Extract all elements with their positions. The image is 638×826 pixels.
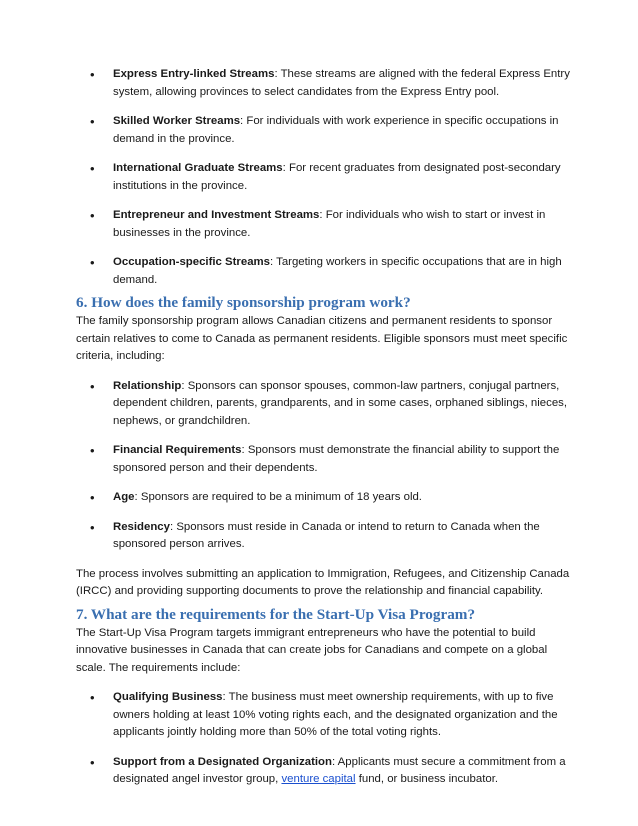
list-item-desc: : Sponsors can sponsor spouses, common-law partners, conjugal partners, dependent children, parents, grandparents, and in some cases, orphaned siblings, nieces, nephews, or grandchildren. — [113, 379, 568, 427]
list-item-term: Residency — [113, 520, 170, 533]
list-item-term: Skilled Worker Streams — [113, 115, 241, 127]
list-item-desc: : Sponsors must demonstrate the financial ability to support the sponsored person and their dependents. — [113, 444, 560, 474]
list-item-term: Age — [113, 491, 135, 503]
page-content — [76, 66, 570, 801]
list-item — [76, 160, 570, 195]
startup-visa-requirements-list — [76, 689, 570, 789]
list-item — [76, 754, 570, 789]
venture-capital-link[interactable]: venture capital — [281, 773, 356, 785]
list-item-desc: : Targeting workers in specific occupations that are in high demand. — [113, 256, 562, 286]
list-item-desc: : For individuals who wish to start or invest in businesses in the province. — [113, 209, 546, 239]
section-6-outro: The process involves submitting an application to Immigration, Refugees, and Citizenship Canada (IRCC) and providing supporting documents to prove the relationship and financial capability. — [76, 567, 570, 597]
list-item-desc: : Applicants must secure a commitment from a designated angel investor group, — [113, 755, 566, 785]
list-item-desc: : For individuals with work experience in specific occupations in demand in the province. — [113, 115, 559, 145]
list-item — [76, 489, 570, 507]
list-item — [76, 66, 570, 101]
list-item — [76, 689, 570, 742]
pnp-streams-list — [76, 66, 570, 289]
list-item — [76, 442, 570, 477]
list-item-desc: : For recent graduates from designated post-secondary institutions in the province. — [113, 162, 561, 192]
list-item-term: Entrepreneur and Investment Streams — [113, 209, 320, 221]
section-6-intro: The family sponsorship program allows Canadian citizens and permanent residents to sponsor certain relatives to come to Canada as permanent residents. Eligible sponsors must meet specific criteria, including: — [76, 315, 568, 362]
list-item — [76, 519, 570, 554]
list-item — [76, 378, 570, 431]
section-7-intro: The Start-Up Visa Program targets immigrant entrepreneurs who have the potential to build innovative businesses in Canada that can create jobs for Canadians and compete on a global scale. The requirements include: — [76, 626, 548, 674]
list-item-term: Support from a Designated Organization — [113, 755, 332, 768]
list-item-desc: : Sponsors are required to be a minimum of 18 years old. — [134, 491, 422, 503]
list-item — [76, 207, 570, 242]
list-item — [76, 254, 570, 289]
section-7-heading: 7. What are the requirements for the Start-Up Visa Program? — [76, 605, 476, 623]
sponsorship-criteria-list — [76, 378, 570, 554]
list-item-desc: : Sponsors must reside in Canada or intend to return to Canada when the sponsored person arrives. — [113, 520, 540, 550]
list-item-desc: : These streams are aligned with the federal Express Entry system, allowing provinces to select candidates from the Express Entry pool. — [113, 68, 570, 98]
list-item-term: Express Entry-linked Streams — [113, 68, 275, 80]
list-item-desc-end: fund, or business incubator. — [355, 773, 499, 785]
list-item-term: International Graduate Streams — [113, 162, 283, 174]
list-item-term: Relationship — [113, 379, 182, 392]
list-item-term: Occupation-specific Streams — [113, 256, 270, 268]
section-6-heading: 6. How does the family sponsorship program work? — [76, 294, 411, 311]
list-item-desc: : The business must meet ownership requirements, with up to five owners holding at least 10% voting rights each, and the designated organization and the applicants jointly holding more than 50% of the total voting rights. — [113, 691, 558, 738]
list-item-term: Qualifying Business — [113, 691, 223, 703]
list-item — [76, 113, 570, 148]
list-item-term: Financial Requirements — [113, 444, 242, 456]
